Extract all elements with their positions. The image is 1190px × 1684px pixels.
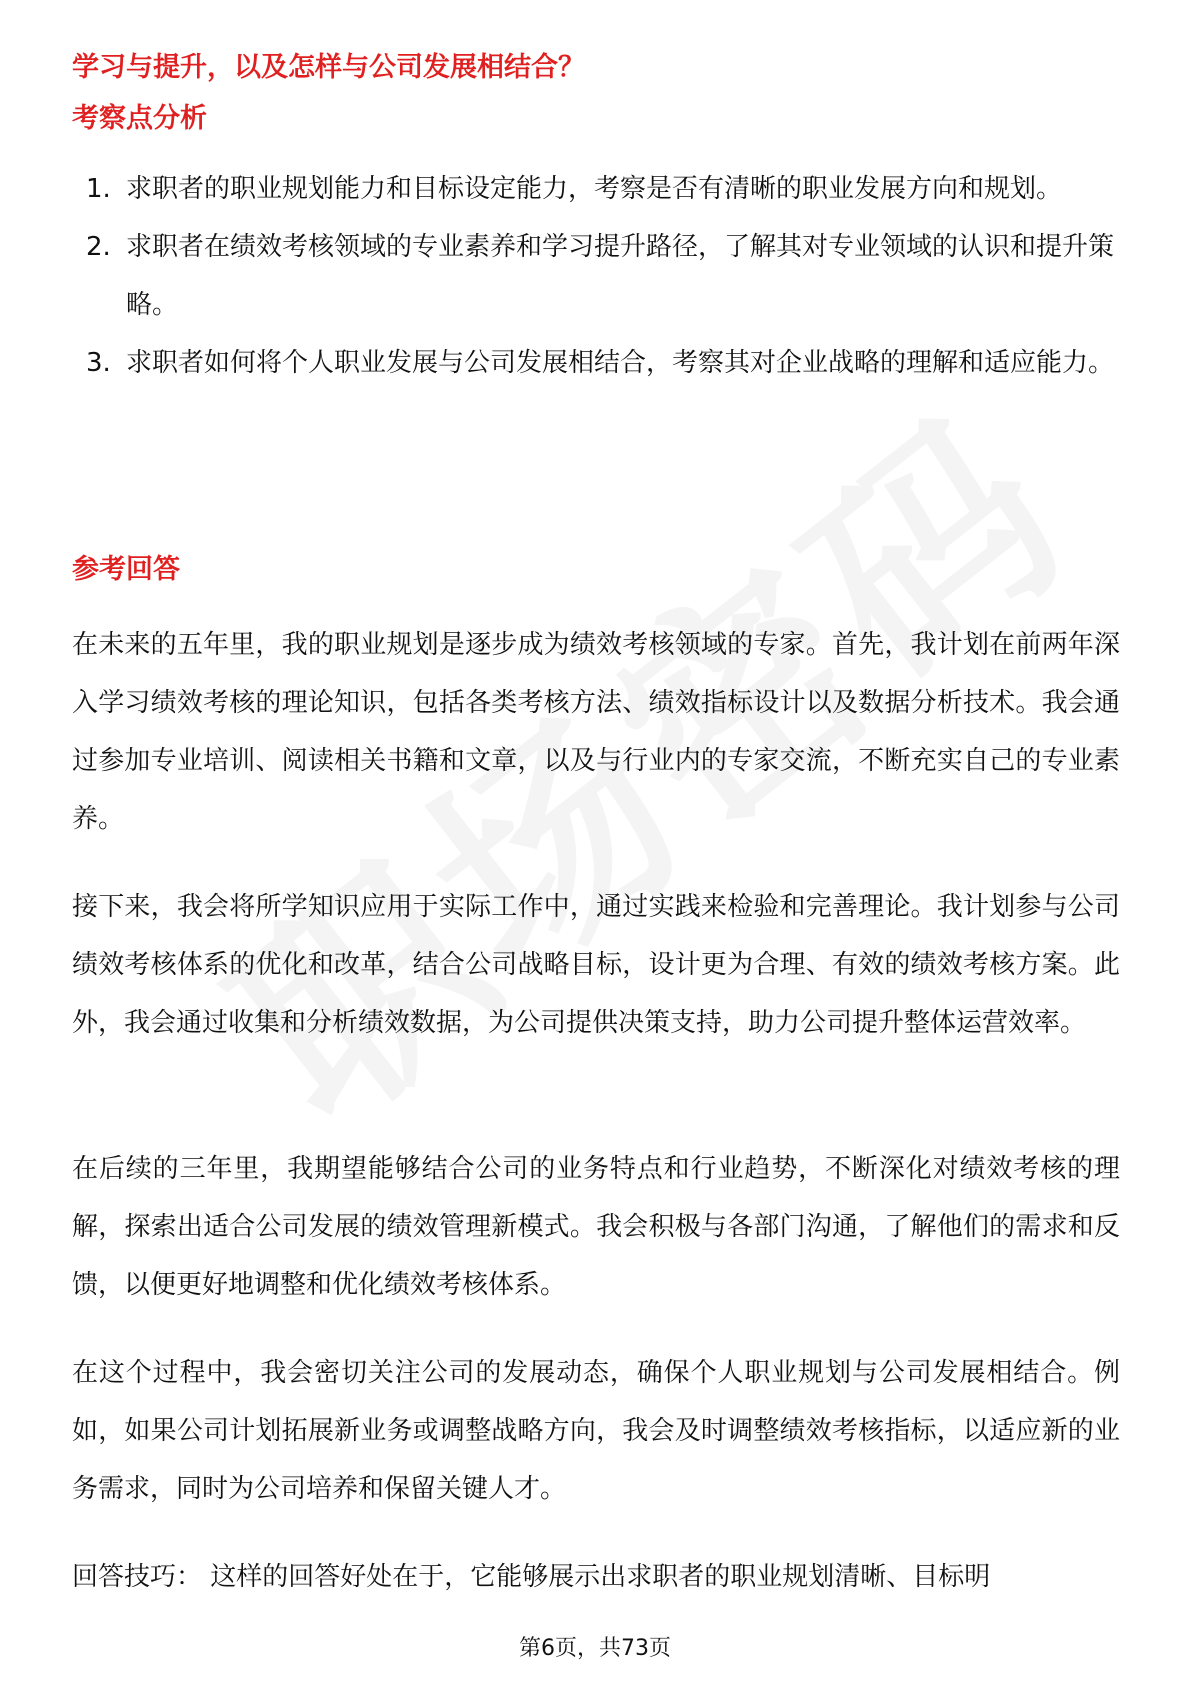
answer-tips: 回答技巧： 这样的回答好处在于，它能够展示出求职者的职业规划清晰、目标明 bbox=[72, 1562, 991, 1592]
answer-heading: 参考回答 bbox=[72, 554, 180, 585]
list-item bbox=[86, 334, 1126, 392]
answer-paragraph: 接下来，我会将所学知识应用于实际工作中，通过实践来检验和完善理论。我计划参与公司绩效考核体系的优化和改革，结合公司战略目标，设计更为合理、有效的绩效考核方案。此外，我会通过收集和分析绩效数据，为公司提供决策支持，助力公司提升整体运营效率。 bbox=[72, 892, 1120, 1038]
list-item-number: 1. bbox=[86, 174, 111, 204]
list-item bbox=[86, 160, 1126, 218]
question-title: 学习与提升，以及怎样与公司发展相结合？ bbox=[72, 52, 585, 83]
list-item-text: 求职者如何将个人职业发展与公司发展相结合，考察其对企业战略的理解和适应能力。 bbox=[126, 348, 1115, 378]
answer-paragraph: 在未来的五年里，我的职业规划是逐步成为绩效考核领域的专家。首先，我计划在前两年深入学习绩效考核的理论知识，包括各类考核方法、绩效指标设计以及数据分析技术。我会通过参加专业培训、阅读相关书籍和文章，以及与行业内的专家交流，不断充实自己的专业素养。 bbox=[72, 630, 1120, 834]
list-item-text: 求职者的职业规划能力和目标设定能力，考察是否有清晰的职业发展方向和规划。 bbox=[126, 174, 1063, 204]
page-footer: 第6页，共73页 bbox=[519, 1636, 671, 1661]
list-item-number: 2. bbox=[86, 232, 111, 262]
analysis-list bbox=[86, 160, 1126, 392]
list-item bbox=[86, 218, 1126, 334]
answer-paragraph: 在后续的三年里，我期望能够结合公司的业务特点和行业趋势，不断深化对绩效考核的理解，探索出适合公司发展的绩效管理新模式。我会积极与各部门沟通，了解他们的需求和反馈，以便更好地调整和优化绩效考核体系。 bbox=[72, 1154, 1120, 1300]
list-item-text: 求职者在绩效考核领域的专业素养和学习提升路径，了解其对专业领域的认识和提升策略。 bbox=[126, 232, 1115, 320]
analysis-heading: 考察点分析 bbox=[72, 103, 207, 134]
answer-paragraph: 在这个过程中，我会密切关注公司的发展动态，确保个人职业规划与公司发展相结合。例如，如果公司计划拓展新业务或调整战略方向，我会及时调整绩效考核指标，以适应新的业务需求，同时为公司培养和保留关键人才。 bbox=[72, 1358, 1120, 1504]
list-item-number: 3. bbox=[86, 348, 111, 378]
